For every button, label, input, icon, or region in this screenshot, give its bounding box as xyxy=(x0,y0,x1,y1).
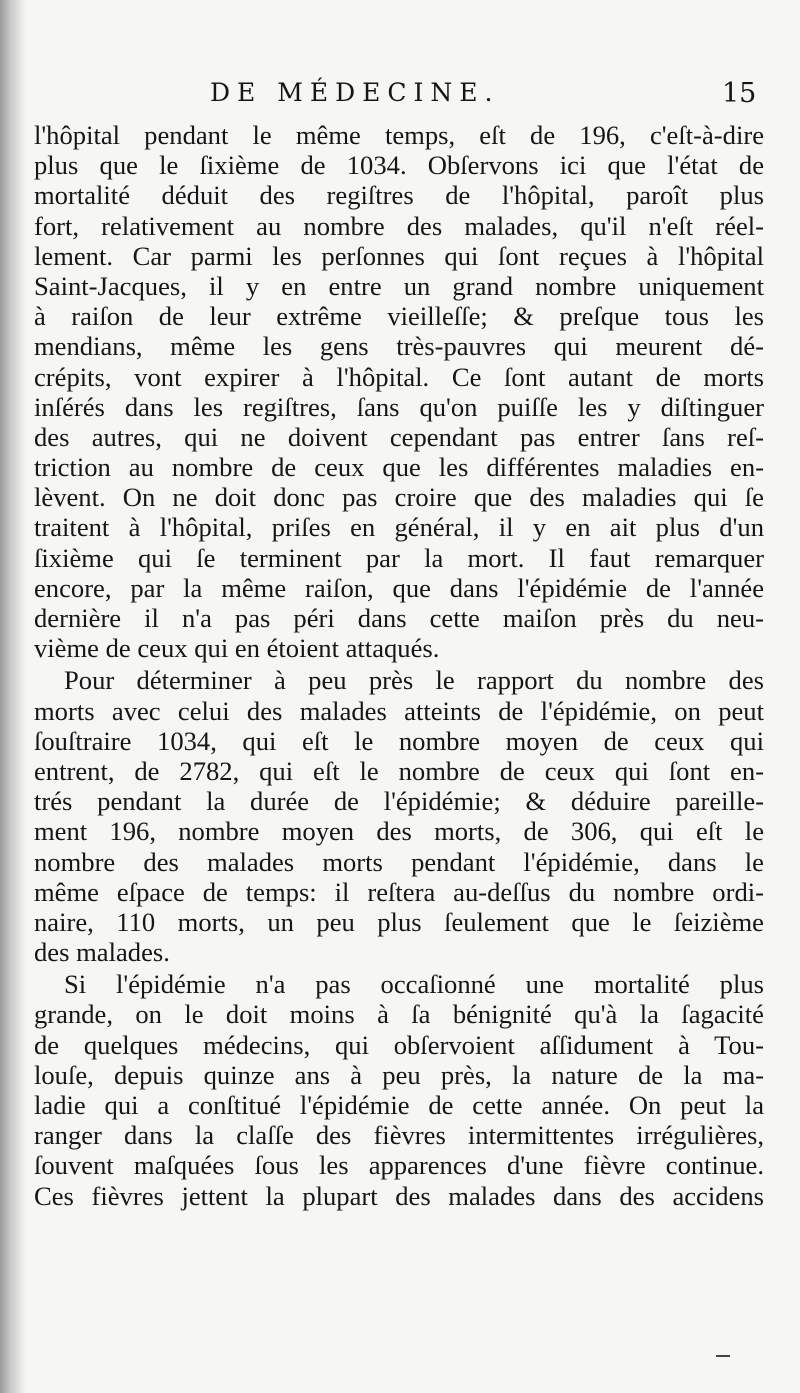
page-number: 15 xyxy=(722,78,757,109)
body-text xyxy=(34,120,764,1211)
paragraph-first-line: Pour déterminer à peu près le rapport du nombre des xyxy=(64,665,764,696)
text-line: vième de ceux qui en étoient attaqués. xyxy=(34,633,440,664)
text-line: l'hôpital pendant le même temps, eſt de 196, c'eſt-à-dire xyxy=(34,120,764,150)
page-mark xyxy=(716,1355,730,1357)
paragraph-first-line: Si l'épidémie n'a pas occaſionné une mortalité plus xyxy=(64,969,764,1000)
text-line: lèvent. On ne doit donc pas croire que des maladies qui ſe xyxy=(34,482,764,513)
text-line: ſouſtraire 1034, qui eſt le nombre moyen de ceux qui xyxy=(34,725,764,756)
page-gutter-shadow xyxy=(0,0,26,1393)
text-line: plus que le ſixième de 1034. Obſervons ici que l'état de xyxy=(34,150,764,181)
text-line: Ces fièvres jettent la plupart des malades dans des accidens xyxy=(34,1180,764,1211)
text-line: encore, par la même raiſon, que dans l'épidémie de l'année xyxy=(34,572,764,603)
running-title: DE MÉDECINE. xyxy=(210,78,500,107)
text-line: des autres, qui ne doivent cependant pas entrer ſans reſ- xyxy=(34,421,764,452)
text-line: louſe, depuis quinze ans à peu près, la nature de la ma- xyxy=(34,1059,764,1090)
text-line: fort, relativement au nombre des malades, qu'il n'eſt réel- xyxy=(34,210,764,241)
text-line: morts avec celui des malades atteints de l'épidémie, on peut xyxy=(34,695,764,726)
text-line: grande, on le doit moins à ſa bénignité qu'à la ſagacité xyxy=(34,999,764,1030)
text-line: ranger dans la claſſe des fièvres intermittentes irrégulières, xyxy=(34,1120,764,1151)
text-line: Saint-Jacques, il y en entre un grand nombre uniquement xyxy=(34,270,764,301)
text-line: des malades. xyxy=(34,937,170,968)
text-line: même eſpace de temps: il reſtera au-deſſus du nombre ordi- xyxy=(34,876,764,907)
text-line: crépits, vont expirer à l'hôpital. Ce ſont autant de morts xyxy=(34,361,764,392)
text-line: lement. Car parmi les perſonnes qui ſont reçues à l'hôpital xyxy=(34,240,764,271)
text-line: naire, 110 morts, un peu plus ſeulement que le ſeizième xyxy=(34,906,764,937)
text-line: ſouvent maſquées ſous les apparences d'une fièvre continue. xyxy=(34,1150,764,1181)
text-line: dernière il n'a pas péri dans cette maiſon près du neu- xyxy=(34,603,764,633)
text-line: triction au nombre de ceux que les différentes maladies en- xyxy=(34,452,764,483)
text-line: ſixième qui ſe terminent par la mort. Il faut remarquer xyxy=(34,542,764,573)
text-line: de quelques médecins, qui obſervoient aſſidument à Tou- xyxy=(34,1029,764,1060)
text-line: ladie qui a conſtitué l'épidémie de cette année. On peut la xyxy=(34,1090,764,1120)
text-line: trés pendant la durée de l'épidémie; & déduire pareille- xyxy=(34,786,764,817)
text-line: mendians, même les gens très-pauvres qui meurent dé- xyxy=(34,331,764,362)
text-line: mortalité déduit des regiſtres de l'hôpital, paroît plus xyxy=(34,180,764,211)
text-line: entrent, de 2782, qui eſt le nombre de ceux qui ſont en- xyxy=(34,755,764,786)
page-header xyxy=(0,78,800,118)
text-line: nombre des malades morts pendant l'épidémie, dans le xyxy=(34,846,764,877)
text-line: à raiſon de leur extrême vieilleſſe; & preſque tous les xyxy=(34,301,764,332)
text-line: ment 196, nombre moyen des morts, de 306, qui eſt le xyxy=(34,816,764,847)
text-line: inſérés dans les regiſtres, ſans qu'on puiſſe les y diſtinguer xyxy=(34,391,764,422)
text-line: traitent à l'hôpital, priſes en général, il y en ait plus d'un xyxy=(34,512,764,543)
